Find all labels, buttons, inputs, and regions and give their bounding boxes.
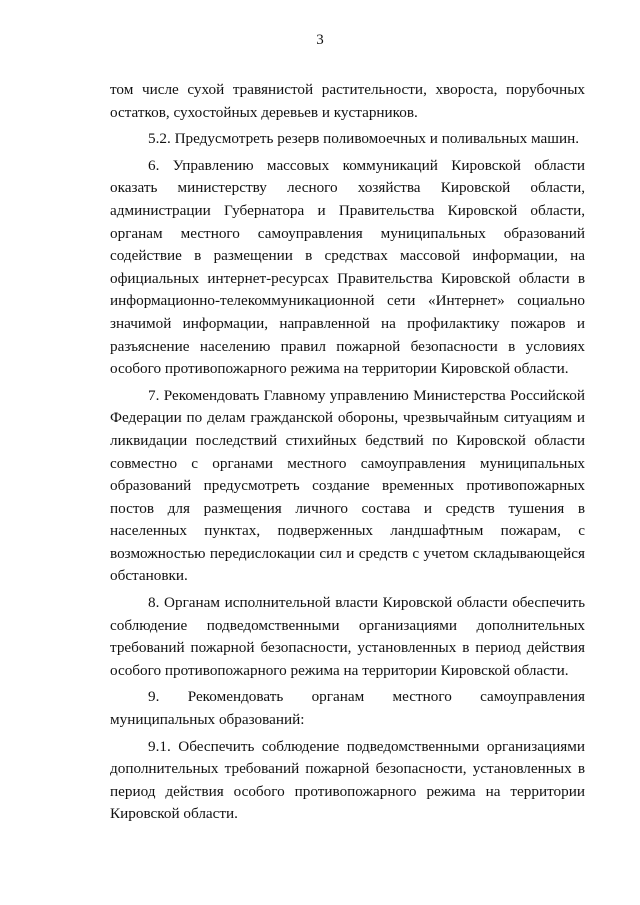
paragraph-7: 7. Рекомендовать Главному управлению Министерства Российской Федерации по делам гражданской обороны, чрезвычайным ситуациям и ликвидации последствий стихийных бедствий по Кировской области совместно с органами местного самоуправления муниципальных образований предусмотреть создание временных противопожарных постов для размещения личного состава и средств тушения в населенных пунктах, подверженных ландшафтным пожарам, с возможностью передислокации сил и средств с учетом складывающейся обстановки. bbox=[110, 386, 585, 585]
document-body bbox=[110, 79, 585, 826]
paragraph-9: 9. Рекомендовать органам местного самоуправления муниципальных образований: bbox=[110, 688, 585, 729]
paragraph-6: 6. Управлению массовых коммуникаций Кировской области оказать министерству лесного хозяйства Кировской области, администрации Губернатора и Правительства Кировской области, органам местного самоуправления муниципальных образований содействие в размещении в средствах массовой информации, на официальных интернет-ресурсах Правительства Кировской области в информационно-телекоммуникационной сети «Интернет» социально значимой информации, направленной на профилактику пожаров и разъяснение населению правил пожарной безопасности в условиях особого противопожарного режима на территории Кировской области. bbox=[110, 156, 585, 378]
paragraph-continuation: том числе сухой травянистой растительности, хвороста, порубочных остатков, сухостойных деревьев и кустарников. bbox=[110, 81, 585, 121]
paragraph-8: 8. Органам исполнительной власти Кировской области обеспечить соблюдение подведомственными организациями дополнительных требований пожарной безопасности, установленных в период действия особого противопожарного режима на территории Кировской области. bbox=[110, 594, 585, 679]
page-number: 3 bbox=[316, 32, 324, 48]
paragraph-9-1: 9.1. Обеспечить соблюдение подведомственными организациями дополнительных требований пожарной безопасности, установленных в период действия особого противопожарного режима на территории Кировской области. bbox=[110, 737, 585, 823]
paragraph-5-2: 5.2. Предусмотреть резерв поливомоечных и поливальных машин. bbox=[148, 130, 580, 148]
